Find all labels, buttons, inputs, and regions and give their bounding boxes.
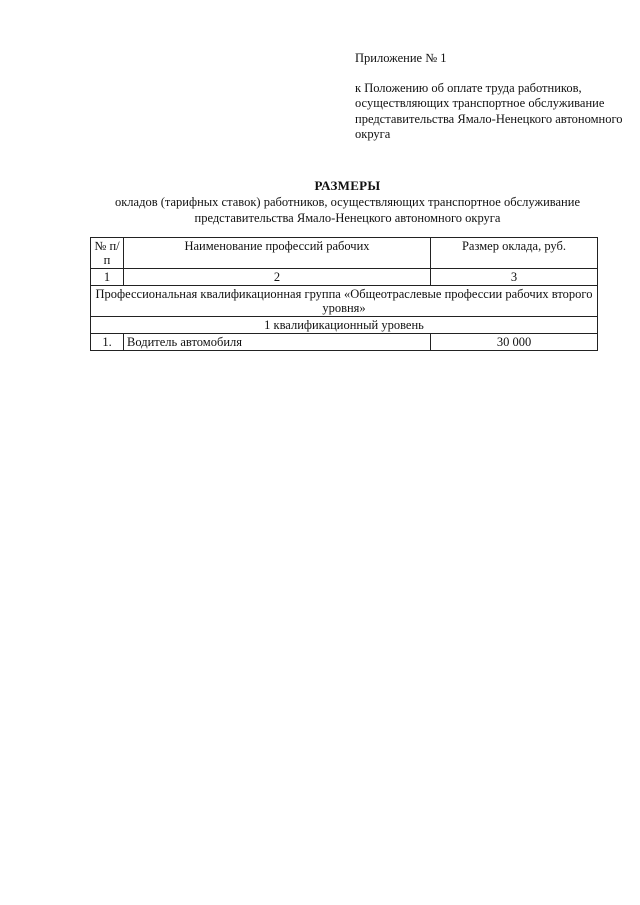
header-num: № п/п xyxy=(91,238,124,269)
appendix-number: Приложение № 1 xyxy=(355,51,447,65)
table-row xyxy=(91,334,598,351)
document-title: РАЗМЕРЫ xyxy=(314,178,381,193)
document-heading xyxy=(90,178,605,226)
row-profession: Водитель автомобиля xyxy=(124,334,431,351)
appendix-text: к Положению об оплате труда работников, осуществляющих транспортное обслуживание представительства Ямало-Ненецкого автономного округа xyxy=(355,80,623,141)
header-salary: Размер оклада, руб. xyxy=(431,238,598,269)
row-salary: 30 000 xyxy=(431,334,598,351)
table-header-row xyxy=(91,238,598,269)
qualification-level-label: 1 квалификационный уровень xyxy=(91,317,598,334)
table-group-row xyxy=(91,286,598,317)
row-number: 1. xyxy=(91,334,124,351)
column-number-2: 2 xyxy=(124,269,431,286)
table-level-row xyxy=(91,317,598,334)
appendix-block xyxy=(355,51,625,143)
qualification-group-label: Профессиональная квалификационная группа «Общеотраслевые профессии рабочих второго уровня» xyxy=(91,286,598,317)
column-number-1: 1 xyxy=(91,269,124,286)
document-subtitle: окладов (тарифных ставок) работников, осуществляющих транспортное обслуживание представительства Ямало-Ненецкого автономного округа xyxy=(114,195,580,225)
header-profession: Наименование профессий рабочих xyxy=(124,238,431,269)
column-number-3: 3 xyxy=(431,269,598,286)
salary-table xyxy=(90,237,598,351)
table-column-numbers-row xyxy=(91,269,598,286)
